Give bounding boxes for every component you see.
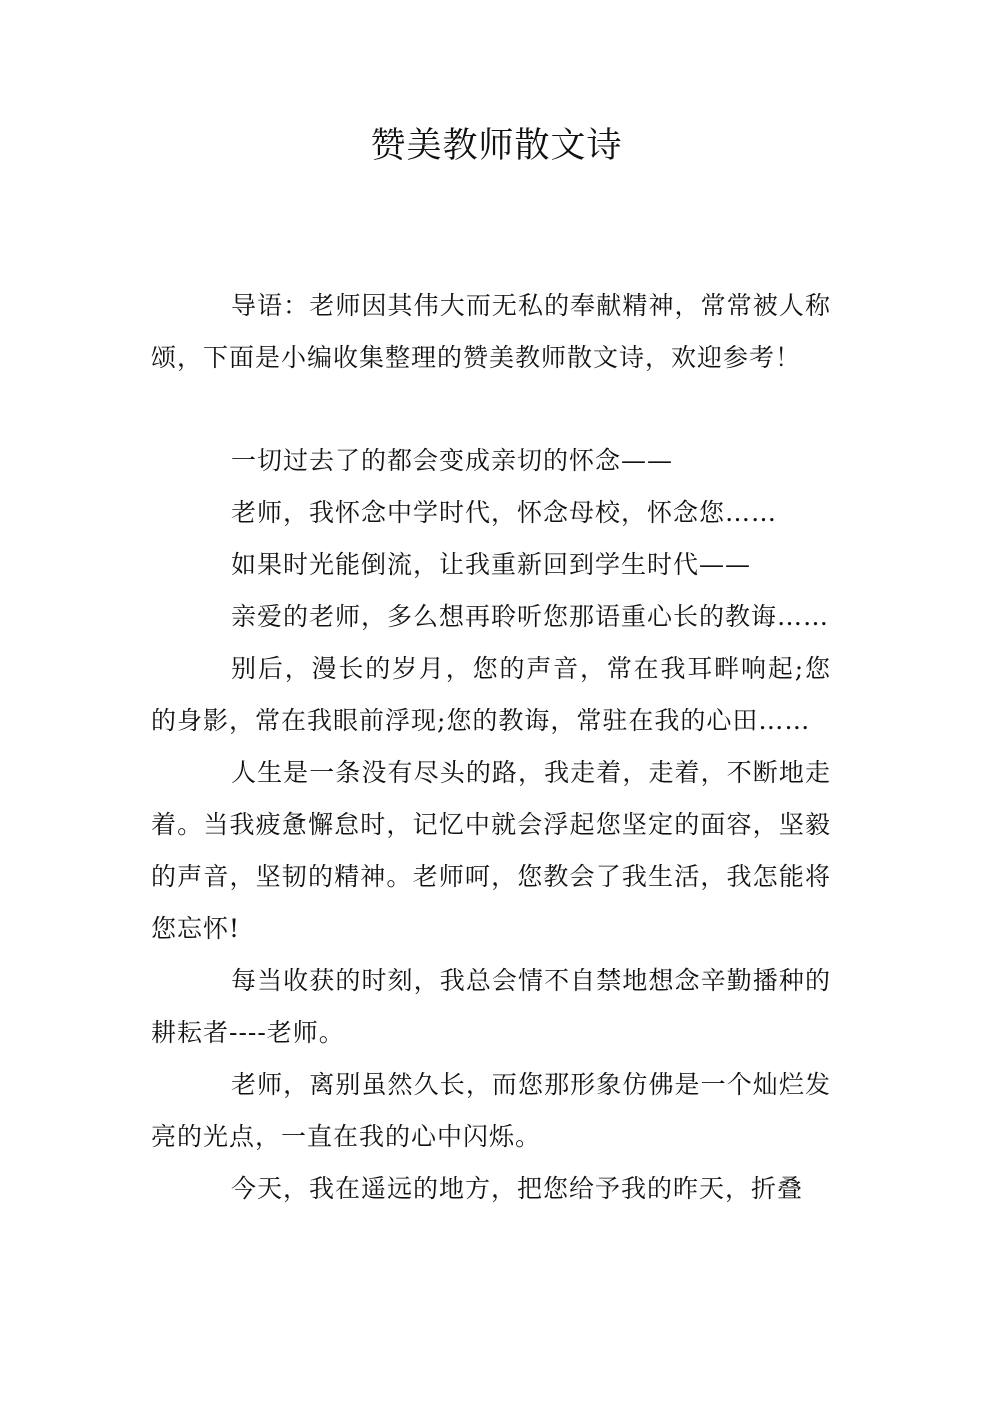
paragraph-3: 如果时光能倒流，让我重新回到学生时代—— xyxy=(231,550,752,579)
paragraph-9: 今天，我在遥远的地方，把您给予我的昨天，折叠 xyxy=(231,1174,804,1203)
intro-paragraph: 导语：老师因其伟大而无私的奉献精神，常常被人称颂，下面是小编收集整理的赞美教师散文诗，欢迎参考！ xyxy=(151,291,831,372)
paragraph-6: 人生是一条没有尽头的路，我走着，走着，不断地走着。当我疲惫懈怠时，记忆中就会浮起您坚定的面容，坚毅的声音，坚韧的精神。老师呵，您教会了我生活，我怎能将您忘怀! xyxy=(151,758,831,943)
paragraph-2: 老师，我怀念中学时代，怀念母校，怀念您…… xyxy=(231,498,778,527)
paragraph-7: 每当收获的时刻，我总会情不自禁地想念辛勤播种的耕耘者----老师。 xyxy=(151,966,831,1047)
paragraph-4: 亲爱的老师，多么想再聆听您那语重心长的教诲…… xyxy=(231,602,830,631)
paragraph-8: 老师，离别虽然久长，而您那形象仿佛是一个灿烂发亮的光点，一直在我的心中闪烁。 xyxy=(151,1070,831,1151)
paragraph-5: 别后，漫长的岁月，您的声音，常在我耳畔响起;您的身影，常在我眼前浮现;您的教诲，常驻在我的心田…… xyxy=(151,654,831,735)
document-body xyxy=(151,280,831,1215)
paragraph-gap xyxy=(151,384,831,435)
document-title: 赞美教师散文诗 xyxy=(370,126,623,166)
paragraph-1: 一切过去了的都会变成亲切的怀念—— xyxy=(231,446,674,475)
